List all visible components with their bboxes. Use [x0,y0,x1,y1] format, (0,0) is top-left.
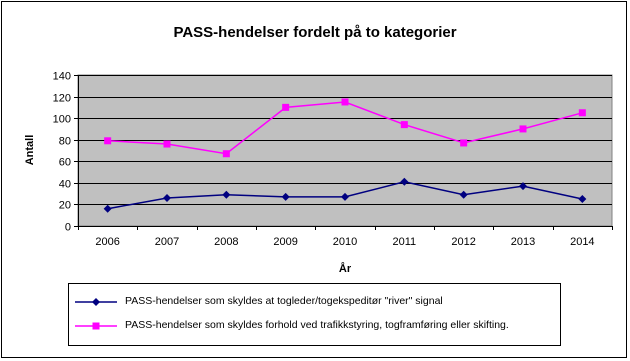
y-tick-label: 40 [58,178,71,191]
y-axis-label: Antall [24,134,36,166]
series-2-point [282,104,289,111]
x-tick-label: 2006 [95,236,120,248]
series-2-point [401,121,408,128]
series-2-point [342,98,349,105]
x-tick-label: 2010 [332,236,358,248]
y-tick-label: 0 [64,221,71,234]
y-tick-label: 20 [58,199,71,212]
x-tick-label: 2014 [570,236,595,248]
series-2-point [104,137,111,144]
legend-label-series-1: PASS-hendelser som skyldes at togleder/togekspeditør "river" signal [125,295,443,307]
series-2-point [164,141,171,148]
series-2-point [460,139,467,146]
y-tick-label: 140 [52,70,71,83]
legend-label-series-2: PASS-hendelser som skyldes forhold ved trafikkstyring, togframføring eller skifting. [125,319,509,331]
series-2-point [520,125,527,132]
x-tick-label: 2009 [273,236,298,248]
legend-swatch-series-1 [73,294,119,310]
series-2-point [223,150,230,157]
chart-legend [68,283,561,346]
x-tick-label: 2007 [154,236,180,248]
x-tick-label: 2008 [214,236,239,248]
y-tick-label: 120 [52,92,71,105]
y-tick-label: 60 [58,156,71,169]
x-tick-label: 2013 [510,236,536,248]
chart-title: PASS-hendelser fordelt på to kategorier [173,24,457,41]
legend-swatch-series-2 [73,318,119,334]
x-tick-label: 2011 [392,236,417,248]
legend-item-series-1 [69,294,560,310]
y-tick-label: 80 [58,135,71,148]
y-tick-label: 100 [52,113,71,126]
x-tick-label: 2012 [451,236,476,248]
series-2-point [579,109,586,116]
legend-item-series-2 [69,318,560,334]
x-axis-label: År [338,263,352,275]
